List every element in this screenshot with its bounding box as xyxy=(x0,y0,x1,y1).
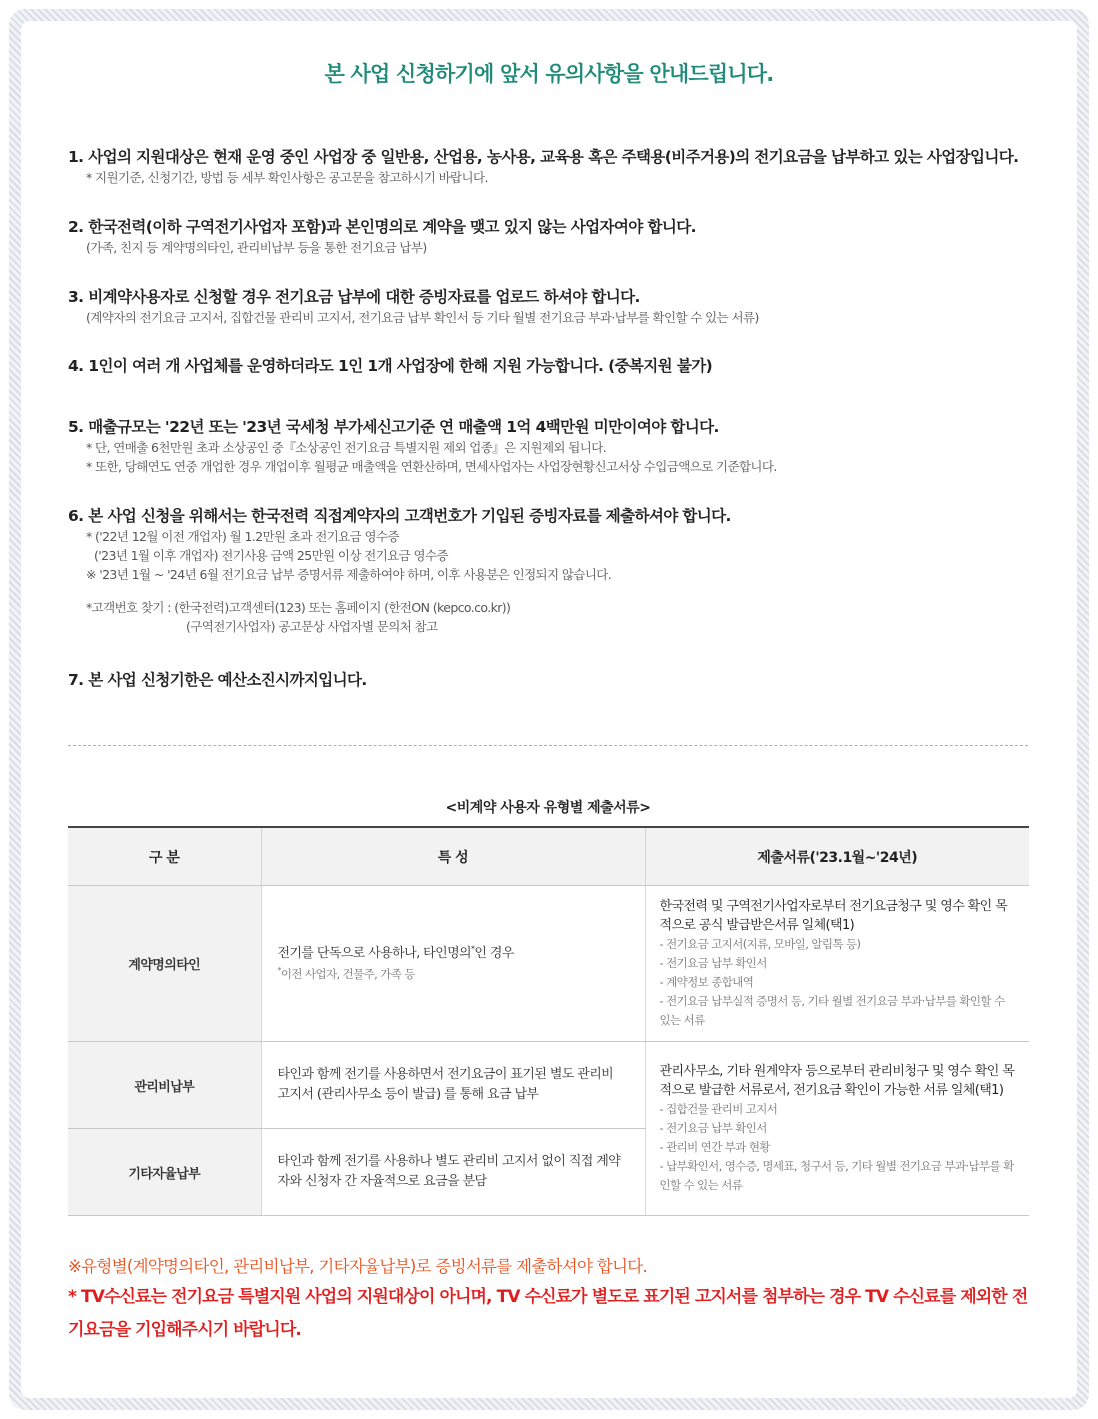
notice-3-text: 3. 비계약사용자로 신청할 경우 전기요금 납부에 대한 증빙자료를 업로드 하셔야 합니다. xyxy=(68,288,640,306)
row-feature-note-sup: * xyxy=(277,965,281,975)
row-documents-head: 한국전력 및 구역전기사업자로부터 전기요금청구 및 영수 확인 목적으로 공식 발급받은서류 일체(택1) xyxy=(659,899,1008,933)
row-documents-item: - 관리비 연간 부과 현황 xyxy=(659,1140,770,1154)
notice-6-sub-1: * ('22년 12월 이전 개업자) 월 1.2만원 초과 전기요금 영수증 xyxy=(86,529,399,544)
page-title: 본 사업 신청하기에 앞서 유의사항을 안내드립니다. xyxy=(324,62,774,86)
row-documents-item: - 납부확인서, 영수증, 명세표, 청구서 등, 기타 월별 전기요금 부과·납부를 확인할 수 있는 서류 xyxy=(659,1159,1014,1192)
notice-6-sub-2: ('23년 1월 이후 개업자) 전기사용 금액 25만원 이상 전기요금 영수증 xyxy=(94,548,448,563)
notice-5-text: 5. 매출규모는 '22년 또는 '23년 국세청 부가세신고기준 연 매출액 1억 4백만원 미만이여야 합니다. xyxy=(68,418,719,436)
header-feature: 특 성 xyxy=(261,827,645,886)
row-feature-sup: * xyxy=(471,944,475,954)
document-requirements-table xyxy=(68,826,1029,1216)
notice-4-text: 4. 1인이 여러 개 사업체를 운영하더라도 1인 1개 사업장에 한해 지원 가능합니다. (중복지원 불가) xyxy=(68,357,713,375)
notice-7-text: 7. 본 사업 신청기한은 예산소진시까지입니다. xyxy=(68,671,367,689)
notice-6 xyxy=(68,505,1028,636)
row-documents xyxy=(645,886,1029,1042)
table-header-row xyxy=(68,827,1029,886)
footer-note-tv-fee: * TV수신료는 전기요금 특별지원 사업의 지원대상이 아니며, TV 수신료가 별도로 표기된 고지서를 첨부하는 경우 TV 수신료를 제외한 전기요금을 기입해주시기 바랍니다. xyxy=(68,1287,1028,1340)
row-feature-text: 전기를 단독으로 사용하나, 타인명의 xyxy=(277,945,471,961)
header-documents: 제출서류('23.1월~'24년) xyxy=(645,827,1029,886)
row-feature-after: 인 경우 xyxy=(474,945,514,961)
notice-5-sub-2: * 또한, 당해연도 연중 개업한 경우 개업이후 월평균 매출액을 연환산하며, 면세사업자는 사업장현황신고서상 수입금액으로 기준합니다. xyxy=(86,459,777,474)
footer-note-submit-by-type: ※유형별(계약명의타인, 관리비납부, 기타자율납부)로 증빙서류를 제출하셔야 합니다. xyxy=(68,1257,648,1276)
table-title: <비계약 사용자 유형별 제출서류> xyxy=(445,800,651,816)
row-feature: 타인과 함께 전기를 사용하나 별도 관리비 고지서 없이 직접 계약자와 신청자 간 자율적으로 요금을 분담 xyxy=(261,1129,645,1216)
notice-6-customer-number-lookup-2: (구역전기사업자) 공고문상 사업자별 문의처 참고 xyxy=(186,619,438,634)
notice-5-sub-1: * 단, 연매출 6천만원 초과 소상공인 중『소상공인 전기요금 특별지원 제외 업종』은 지원제외 됩니다. xyxy=(86,440,607,455)
row-category: 계약명의타인 xyxy=(68,886,261,1042)
notice-6-sub-3: ※ '23년 1월 ~ '24년 6월 전기요금 납부 증명서류 제출하여야 하며, 이후 사용분은 인정되지 않습니다. xyxy=(86,567,612,582)
row-category: 관리비납부 xyxy=(68,1042,261,1129)
notice-1-text: 1. 사업의 지원대상은 현재 운영 중인 사업장 중 일반용, 산업용, 농사용, 교육용 혹은 주택용(비주거용)의 전기요금을 납부하고 있는 사업장입니다. xyxy=(68,148,1019,166)
notice-6-text: 6. 본 사업 신청을 위해서는 한국전력 직접계약자의 고객번호가 기입된 증빙자료를 제출하셔야 합니다. xyxy=(68,507,731,525)
notice-2 xyxy=(68,216,1028,257)
row-documents-item: - 집합건물 관리비 고지서 xyxy=(659,1102,778,1116)
notice-7 xyxy=(68,669,1028,691)
notice-1 xyxy=(68,146,1028,187)
notice-1-sub-1: * 지원기준, 신청기간, 방법 등 세부 확인사항은 공고문을 참고하시기 바랍니다. xyxy=(86,170,488,185)
notice-5 xyxy=(68,416,1028,476)
notice-3-sub-1: (계약자의 전기요금 고지서, 집합건물 관리비 고지서, 전기요금 납부 확인서 등 기타 월별 전기요금 부과·납부를 확인할 수 있는 서류) xyxy=(86,310,759,325)
row-documents-item: - 전기요금 납부 확인서 xyxy=(659,1121,767,1135)
row-documents-item: - 전기요금 납부 확인서 xyxy=(659,956,767,970)
row-feature: 타인과 함께 전기를 사용하면서 전기요금이 표기된 별도 관리비 고지서 (관리사무소 등이 발급) 를 통해 요금 납부 xyxy=(261,1042,645,1129)
row-documents-item: - 전기요금 고지서(지류, 모바일, 알림톡 등) xyxy=(659,937,861,951)
table-row xyxy=(68,886,1029,1042)
notice-6-customer-number-lookup: *고객번호 찾기 : (한국전력)고객센터(123) 또는 홈페이지 (한전ON (kepco.co.kr)) xyxy=(86,600,511,615)
notice-2-sub-1: (가족, 친지 등 계약명의타인, 관리비납부 등을 통한 전기요금 납부) xyxy=(86,240,427,255)
row-documents-item: - 전기요금 납부실적 증명서 등, 기타 월별 전기요금 부과·납부를 확인할 수 있는 서류 xyxy=(659,994,1005,1027)
row-documents-head: 관리사무소, 기타 원계약자 등으로부터 관리비청구 및 영수 확인 목적으로 발급한 서류로서, 전기요금 확인이 가능한 서류 일체(택1) xyxy=(659,1064,1015,1098)
row-category: 기타자율납부 xyxy=(68,1129,261,1216)
table-row xyxy=(68,1042,1029,1129)
row-feature-note: 이전 사업자, 건물주, 가족 등 xyxy=(280,966,415,981)
notice-4 xyxy=(68,355,1028,377)
notice-3 xyxy=(68,286,1028,327)
header-category: 구 분 xyxy=(68,827,261,886)
notice-2-text: 2. 한국전력(이하 구역전기사업자 포함)과 본인명의로 계약을 맺고 있지 않는 사업자여야 합니다. xyxy=(68,218,696,236)
section-divider xyxy=(68,745,1028,746)
row-documents xyxy=(645,1042,1029,1216)
row-documents-item: - 계약정보 종합내역 xyxy=(659,975,754,989)
row-feature xyxy=(261,886,645,1042)
